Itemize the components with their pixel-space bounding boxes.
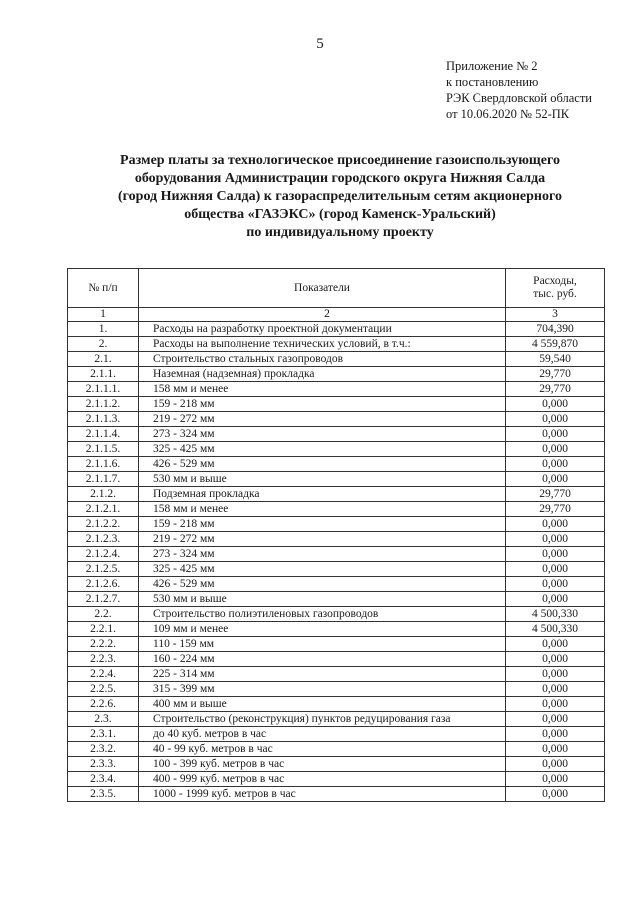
row-num-cell: 2.3.3. xyxy=(68,757,139,772)
table-row xyxy=(68,667,605,682)
row-value-cell: 0,000 xyxy=(506,697,605,712)
row-num-cell: 2.3.5. xyxy=(68,787,139,802)
row-name-cell: 219 - 272 мм xyxy=(139,412,506,427)
row-value-cell: 29,770 xyxy=(506,502,605,517)
table-row xyxy=(68,442,605,457)
row-value-cell: 0,000 xyxy=(506,592,605,607)
row-value-cell: 0,000 xyxy=(506,637,605,652)
header-value xyxy=(506,269,605,308)
title-line: по индивидуальному проекту xyxy=(246,225,434,240)
row-num-cell: 2.1.1.7. xyxy=(68,472,139,487)
table-row xyxy=(68,697,605,712)
table-row xyxy=(68,472,605,487)
row-value-cell: 59,540 xyxy=(506,352,605,367)
row-name-cell: Расходы на разработку проектной документации xyxy=(139,322,506,337)
index-cell: 2 xyxy=(139,308,506,322)
row-name-cell: Расходы на выполнение технических условий, в т.ч.: xyxy=(139,337,506,352)
row-num-cell: 2.1.1.2. xyxy=(68,397,139,412)
table-row xyxy=(68,682,605,697)
row-num-cell: 2.1. xyxy=(68,352,139,367)
row-name-cell: 1000 - 1999 куб. метров в час xyxy=(139,787,506,802)
table-row xyxy=(68,757,605,772)
title-line: (город Нижняя Салда) к газораспределительным сетям акционерного xyxy=(118,189,562,204)
row-name-cell: 109 мм и менее xyxy=(139,622,506,637)
table-row xyxy=(68,547,605,562)
table-row xyxy=(68,577,605,592)
row-num-cell: 2.1.1.6. xyxy=(68,457,139,472)
row-value-cell: 0,000 xyxy=(506,787,605,802)
table-row xyxy=(68,502,605,517)
row-value-cell: 0,000 xyxy=(506,547,605,562)
row-name-cell: 530 мм и выше xyxy=(139,592,506,607)
row-name-cell: 159 - 218 мм xyxy=(139,517,506,532)
row-num-cell: 2.1.2.4. xyxy=(68,547,139,562)
row-name-cell: 40 - 99 куб. метров в час xyxy=(139,742,506,757)
row-num-cell: 2.3. xyxy=(68,712,139,727)
row-num-cell: 2.2.4. xyxy=(68,667,139,682)
row-num-cell: 2.2.6. xyxy=(68,697,139,712)
row-value-cell: 0,000 xyxy=(506,757,605,772)
table-row xyxy=(68,712,605,727)
row-num-cell: 2.2.5. xyxy=(68,682,139,697)
row-value-cell: 0,000 xyxy=(506,742,605,757)
table-row xyxy=(68,367,605,382)
appendix-line: от 10.06.2020 № 52-ПК xyxy=(446,107,570,121)
row-value-cell: 0,000 xyxy=(506,397,605,412)
row-num-cell: 2.1.2.3. xyxy=(68,532,139,547)
table-row xyxy=(68,517,605,532)
table-row xyxy=(68,532,605,547)
row-num-cell: 2. xyxy=(68,337,139,352)
row-name-cell: 426 - 529 мм xyxy=(139,457,506,472)
row-value-cell: 0,000 xyxy=(506,772,605,787)
row-num-cell: 2.2.2. xyxy=(68,637,139,652)
row-num-cell: 1. xyxy=(68,322,139,337)
row-value-cell: 29,770 xyxy=(506,487,605,502)
row-name-cell: Строительство полиэтиленовых газопроводов xyxy=(139,607,506,622)
row-name-cell: 273 - 324 мм xyxy=(139,427,506,442)
row-value-cell: 0,000 xyxy=(506,727,605,742)
table-row xyxy=(68,337,605,352)
document-title xyxy=(80,152,600,242)
title-line: общества «ГАЗЭКС» (город Каменск-Уральский) xyxy=(184,207,496,222)
row-name-cell: 530 мм и выше xyxy=(139,472,506,487)
table-row xyxy=(68,652,605,667)
table-row xyxy=(68,592,605,607)
row-value-cell: 704,390 xyxy=(506,322,605,337)
row-value-cell: 0,000 xyxy=(506,427,605,442)
row-value-cell: 0,000 xyxy=(506,682,605,697)
row-value-cell: 0,000 xyxy=(506,532,605,547)
row-num-cell: 2.1.1.1. xyxy=(68,382,139,397)
row-num-cell: 2.1.1. xyxy=(68,367,139,382)
row-value-cell: 0,000 xyxy=(506,562,605,577)
title-line: оборудования Администрации городского округа Нижняя Салда xyxy=(134,171,546,186)
row-name-cell: до 40 куб. метров в час xyxy=(139,727,506,742)
title-line: Размер платы за технологическое присоединение газоиспользующего xyxy=(120,153,560,168)
table-row xyxy=(68,382,605,397)
appendix-line: к постановлению xyxy=(446,75,539,89)
row-num-cell: 2.2.3. xyxy=(68,652,139,667)
page-number: 5 xyxy=(316,36,324,52)
row-value-cell: 29,770 xyxy=(506,382,605,397)
row-name-cell: 426 - 529 мм xyxy=(139,577,506,592)
index-row xyxy=(68,308,605,322)
table-row xyxy=(68,622,605,637)
row-value-cell: 0,000 xyxy=(506,472,605,487)
row-name-cell: Подземная прокладка xyxy=(139,487,506,502)
row-name-cell: 400 мм и выше xyxy=(139,697,506,712)
row-value-cell: 29,770 xyxy=(506,367,605,382)
table-header-row xyxy=(68,269,605,308)
row-name-cell: 219 - 272 мм xyxy=(139,532,506,547)
appendix-line: Приложение № 2 xyxy=(446,59,538,73)
row-value-cell: 4 500,330 xyxy=(506,607,605,622)
header-value-line1: Расходы, xyxy=(533,275,577,287)
row-num-cell: 2.1.2.1. xyxy=(68,502,139,517)
row-value-cell: 0,000 xyxy=(506,457,605,472)
table-row xyxy=(68,457,605,472)
row-num-cell: 2.1.1.4. xyxy=(68,427,139,442)
row-num-cell: 2.2. xyxy=(68,607,139,622)
row-num-cell: 2.1.1.5. xyxy=(68,442,139,457)
appendix-line: РЭК Свердловской области xyxy=(446,91,592,105)
header-value-line2: тыс. руб. xyxy=(533,288,577,300)
row-name-cell: 315 - 399 мм xyxy=(139,682,506,697)
row-num-cell: 2.3.4. xyxy=(68,772,139,787)
row-name-cell: 400 - 999 куб. метров в час xyxy=(139,772,506,787)
table-row xyxy=(68,562,605,577)
row-name-cell: 225 - 314 мм xyxy=(139,667,506,682)
row-name-cell: Строительство (реконструкция) пунктов редуцирования газа xyxy=(139,712,506,727)
table-row xyxy=(68,322,605,337)
cost-table xyxy=(67,268,605,802)
row-num-cell: 2.1.2.6. xyxy=(68,577,139,592)
row-num-cell: 2.1.1.3. xyxy=(68,412,139,427)
table-row xyxy=(68,787,605,802)
table-row xyxy=(68,427,605,442)
row-value-cell: 0,000 xyxy=(506,442,605,457)
table-row xyxy=(68,742,605,757)
row-name-cell: 158 мм и менее xyxy=(139,382,506,397)
row-num-cell: 2.1.2.7. xyxy=(68,592,139,607)
row-value-cell: 0,000 xyxy=(506,412,605,427)
row-num-cell: 2.1.2.2. xyxy=(68,517,139,532)
header-name: Показатели xyxy=(139,269,506,308)
row-num-cell: 2.3.2. xyxy=(68,742,139,757)
row-name-cell: 158 мм и менее xyxy=(139,502,506,517)
row-name-cell: 325 - 425 мм xyxy=(139,442,506,457)
table-row xyxy=(68,607,605,622)
row-name-cell: 325 - 425 мм xyxy=(139,562,506,577)
index-cell: 3 xyxy=(506,308,605,322)
row-value-cell: 0,000 xyxy=(506,667,605,682)
row-name-cell: 160 - 224 мм xyxy=(139,652,506,667)
row-value-cell: 0,000 xyxy=(506,712,605,727)
row-value-cell: 0,000 xyxy=(506,652,605,667)
table-row xyxy=(68,727,605,742)
row-value-cell: 4 500,330 xyxy=(506,622,605,637)
table-row xyxy=(68,637,605,652)
appendix-block xyxy=(446,58,592,122)
row-value-cell: 4 559,870 xyxy=(506,337,605,352)
row-num-cell: 2.1.2. xyxy=(68,487,139,502)
table-row xyxy=(68,772,605,787)
row-name-cell: 100 - 399 куб. метров в час xyxy=(139,757,506,772)
row-num-cell: 2.2.1. xyxy=(68,622,139,637)
header-num: № п/п xyxy=(68,269,139,308)
table-row xyxy=(68,412,605,427)
table-row xyxy=(68,352,605,367)
row-name-cell: Строительство стальных газопроводов xyxy=(139,352,506,367)
table-body xyxy=(68,308,605,802)
index-cell: 1 xyxy=(68,308,139,322)
row-value-cell: 0,000 xyxy=(506,577,605,592)
row-value-cell: 0,000 xyxy=(506,517,605,532)
row-name-cell: Наземная (надземная) прокладка xyxy=(139,367,506,382)
row-num-cell: 2.1.2.5. xyxy=(68,562,139,577)
table-row xyxy=(68,397,605,412)
row-name-cell: 273 - 324 мм xyxy=(139,547,506,562)
row-name-cell: 110 - 159 мм xyxy=(139,637,506,652)
table-row xyxy=(68,487,605,502)
row-name-cell: 159 - 218 мм xyxy=(139,397,506,412)
row-num-cell: 2.3.1. xyxy=(68,727,139,742)
